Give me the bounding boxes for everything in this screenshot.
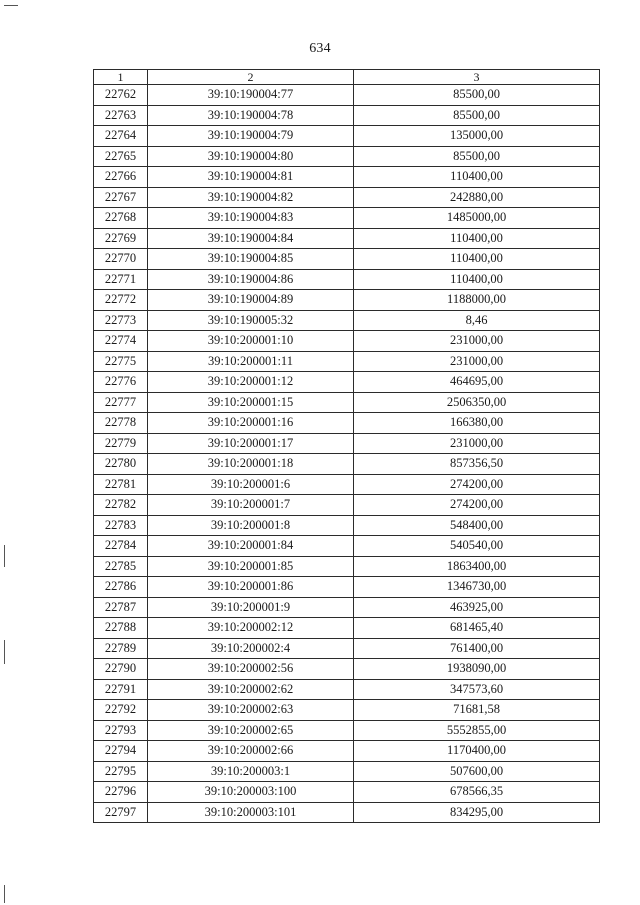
row-number-cell: 22794: [94, 741, 148, 762]
cadastral-number-cell: 39:10:200001:16: [148, 413, 354, 434]
cadastral-number-cell: 39:10:190004:83: [148, 208, 354, 229]
row-number-cell: 22796: [94, 782, 148, 803]
column-header-number: 1: [94, 70, 148, 85]
table-row: [94, 474, 600, 495]
cadastral-value-cell: 347573,60: [354, 679, 600, 700]
row-number-cell: 22763: [94, 105, 148, 126]
row-number-cell: 22766: [94, 167, 148, 188]
row-number-cell: 22764: [94, 126, 148, 147]
cadastral-number-cell: 39:10:200001:15: [148, 392, 354, 413]
cadastral-number-cell: 39:10:200001:10: [148, 331, 354, 352]
column-header-value: 3: [354, 70, 600, 85]
table-row: [94, 536, 600, 557]
cadastral-number-cell: 39:10:200001:84: [148, 536, 354, 557]
cadastral-value-table: [93, 69, 600, 823]
row-number-cell: 22777: [94, 392, 148, 413]
table-row: [94, 577, 600, 598]
table-row: [94, 310, 600, 331]
table-row: [94, 679, 600, 700]
cadastral-number-cell: 39:10:190004:77: [148, 85, 354, 106]
cadastral-number-cell: 39:10:200001:11: [148, 351, 354, 372]
table-row: [94, 454, 600, 475]
table-row: [94, 741, 600, 762]
cadastral-value-cell: 1188000,00: [354, 290, 600, 311]
table-row: [94, 556, 600, 577]
cadastral-number-cell: 39:10:190004:79: [148, 126, 354, 147]
table-row: [94, 802, 600, 823]
table-row: [94, 700, 600, 721]
table-header-row: [94, 70, 600, 85]
cadastral-number-cell: 39:10:200003:1: [148, 761, 354, 782]
cadastral-number-cell: 39:10:200001:6: [148, 474, 354, 495]
table-row: [94, 515, 600, 536]
cadastral-number-cell: 39:10:200002:63: [148, 700, 354, 721]
table-row: [94, 392, 600, 413]
row-number-cell: 22790: [94, 659, 148, 680]
cadastral-number-cell: 39:10:190004:89: [148, 290, 354, 311]
cadastral-number-cell: 39:10:200002:66: [148, 741, 354, 762]
row-number-cell: 22784: [94, 536, 148, 557]
cadastral-value-cell: 834295,00: [354, 802, 600, 823]
cadastral-value-cell: 135000,00: [354, 126, 600, 147]
row-number-cell: 22768: [94, 208, 148, 229]
table-row: [94, 290, 600, 311]
table-row: [94, 659, 600, 680]
row-number-cell: 22767: [94, 187, 148, 208]
table-row: [94, 618, 600, 639]
cadastral-value-cell: 857356,50: [354, 454, 600, 475]
cadastral-value-cell: 231000,00: [354, 351, 600, 372]
cadastral-value-cell: 231000,00: [354, 331, 600, 352]
cadastral-number-cell: 39:10:200001:17: [148, 433, 354, 454]
row-number-cell: 22769: [94, 228, 148, 249]
cadastral-value-cell: 110400,00: [354, 167, 600, 188]
cadastral-value-cell: 463925,00: [354, 597, 600, 618]
table-row: [94, 208, 600, 229]
row-number-cell: 22789: [94, 638, 148, 659]
row-number-cell: 22791: [94, 679, 148, 700]
cadastral-value-cell: 110400,00: [354, 249, 600, 270]
row-number-cell: 22778: [94, 413, 148, 434]
cadastral-number-cell: 39:10:200001:18: [148, 454, 354, 475]
cadastral-number-cell: 39:10:200001:85: [148, 556, 354, 577]
row-number-cell: 22762: [94, 85, 148, 106]
row-number-cell: 22772: [94, 290, 148, 311]
table-row: [94, 351, 600, 372]
cadastral-number-cell: 39:10:190005:32: [148, 310, 354, 331]
table-row: [94, 249, 600, 270]
cadastral-number-cell: 39:10:200001:7: [148, 495, 354, 516]
row-number-cell: 22779: [94, 433, 148, 454]
cadastral-value-cell: 2506350,00: [354, 392, 600, 413]
scan-margin-mark: [4, 5, 18, 6]
table-row: [94, 126, 600, 147]
cadastral-value-cell: 464695,00: [354, 372, 600, 393]
row-number-cell: 22788: [94, 618, 148, 639]
row-number-cell: 22783: [94, 515, 148, 536]
cadastral-number-cell: 39:10:190004:81: [148, 167, 354, 188]
cadastral-value-cell: 110400,00: [354, 269, 600, 290]
table-row: [94, 720, 600, 741]
table-row: [94, 167, 600, 188]
cadastral-value-cell: 71681,58: [354, 700, 600, 721]
column-header-cadastral-number: 2: [148, 70, 354, 85]
table-row: [94, 85, 600, 106]
cadastral-value-cell: 242880,00: [354, 187, 600, 208]
table-row: [94, 146, 600, 167]
row-number-cell: 22776: [94, 372, 148, 393]
table-row: [94, 761, 600, 782]
cadastral-number-cell: 39:10:190004:84: [148, 228, 354, 249]
cadastral-number-cell: 39:10:200003:100: [148, 782, 354, 803]
row-number-cell: 22765: [94, 146, 148, 167]
cadastral-number-cell: 39:10:200003:101: [148, 802, 354, 823]
row-number-cell: 22785: [94, 556, 148, 577]
page-number: 634: [309, 41, 331, 56]
cadastral-number-cell: 39:10:200002:56: [148, 659, 354, 680]
row-number-cell: 22770: [94, 249, 148, 270]
cadastral-value-cell: 1346730,00: [354, 577, 600, 598]
cadastral-value-cell: 1170400,00: [354, 741, 600, 762]
table-row: [94, 105, 600, 126]
cadastral-number-cell: 39:10:190004:78: [148, 105, 354, 126]
table-body: [94, 85, 600, 823]
table-row: [94, 228, 600, 249]
table-row: [94, 597, 600, 618]
row-number-cell: 22793: [94, 720, 148, 741]
row-number-cell: 22792: [94, 700, 148, 721]
row-number-cell: 22797: [94, 802, 148, 823]
cadastral-value-cell: 85500,00: [354, 85, 600, 106]
scan-margin-mark: [4, 640, 5, 664]
cadastral-value-cell: 681465,40: [354, 618, 600, 639]
cadastral-number-cell: 39:10:200002:62: [148, 679, 354, 700]
table-row: [94, 782, 600, 803]
cadastral-value-cell: 761400,00: [354, 638, 600, 659]
cadastral-number-cell: 39:10:200001:8: [148, 515, 354, 536]
row-number-cell: 22795: [94, 761, 148, 782]
cadastral-number-cell: 39:10:200002:4: [148, 638, 354, 659]
table-row: [94, 187, 600, 208]
cadastral-number-cell: 39:10:190004:85: [148, 249, 354, 270]
cadastral-value-cell: 1485000,00: [354, 208, 600, 229]
table-row: [94, 413, 600, 434]
row-number-cell: 22771: [94, 269, 148, 290]
cadastral-value-cell: 85500,00: [354, 105, 600, 126]
cadastral-value-cell: 1938090,00: [354, 659, 600, 680]
cadastral-number-cell: 39:10:200002:12: [148, 618, 354, 639]
cadastral-number-cell: 39:10:190004:86: [148, 269, 354, 290]
cadastral-value-cell: 1863400,00: [354, 556, 600, 577]
cadastral-value-cell: 678566,35: [354, 782, 600, 803]
row-number-cell: 22787: [94, 597, 148, 618]
table-row: [94, 495, 600, 516]
cadastral-number-cell: 39:10:190004:82: [148, 187, 354, 208]
scan-margin-mark: [4, 885, 5, 903]
row-number-cell: 22774: [94, 331, 148, 352]
row-number-cell: 22782: [94, 495, 148, 516]
cadastral-number-cell: 39:10:200001:12: [148, 372, 354, 393]
cadastral-number-cell: 39:10:190004:80: [148, 146, 354, 167]
cadastral-number-cell: 39:10:200001:9: [148, 597, 354, 618]
scan-margin-mark: [4, 545, 5, 567]
cadastral-value-cell: 274200,00: [354, 495, 600, 516]
cadastral-value-cell: 540540,00: [354, 536, 600, 557]
row-number-cell: 22781: [94, 474, 148, 495]
table-row: [94, 269, 600, 290]
row-number-cell: 22780: [94, 454, 148, 475]
cadastral-value-cell: 274200,00: [354, 474, 600, 495]
cadastral-number-cell: 39:10:200001:86: [148, 577, 354, 598]
row-number-cell: 22773: [94, 310, 148, 331]
cadastral-value-cell: 85500,00: [354, 146, 600, 167]
cadastral-value-cell: 8,46: [354, 310, 600, 331]
table-row: [94, 638, 600, 659]
table-row: [94, 433, 600, 454]
cadastral-value-cell: 166380,00: [354, 413, 600, 434]
table-row: [94, 372, 600, 393]
cadastral-value-cell: 231000,00: [354, 433, 600, 454]
cadastral-value-cell: 548400,00: [354, 515, 600, 536]
cadastral-number-cell: 39:10:200002:65: [148, 720, 354, 741]
row-number-cell: 22775: [94, 351, 148, 372]
cadastral-value-cell: 507600,00: [354, 761, 600, 782]
row-number-cell: 22786: [94, 577, 148, 598]
table-row: [94, 331, 600, 352]
cadastral-value-cell: 110400,00: [354, 228, 600, 249]
cadastral-value-cell: 5552855,00: [354, 720, 600, 741]
